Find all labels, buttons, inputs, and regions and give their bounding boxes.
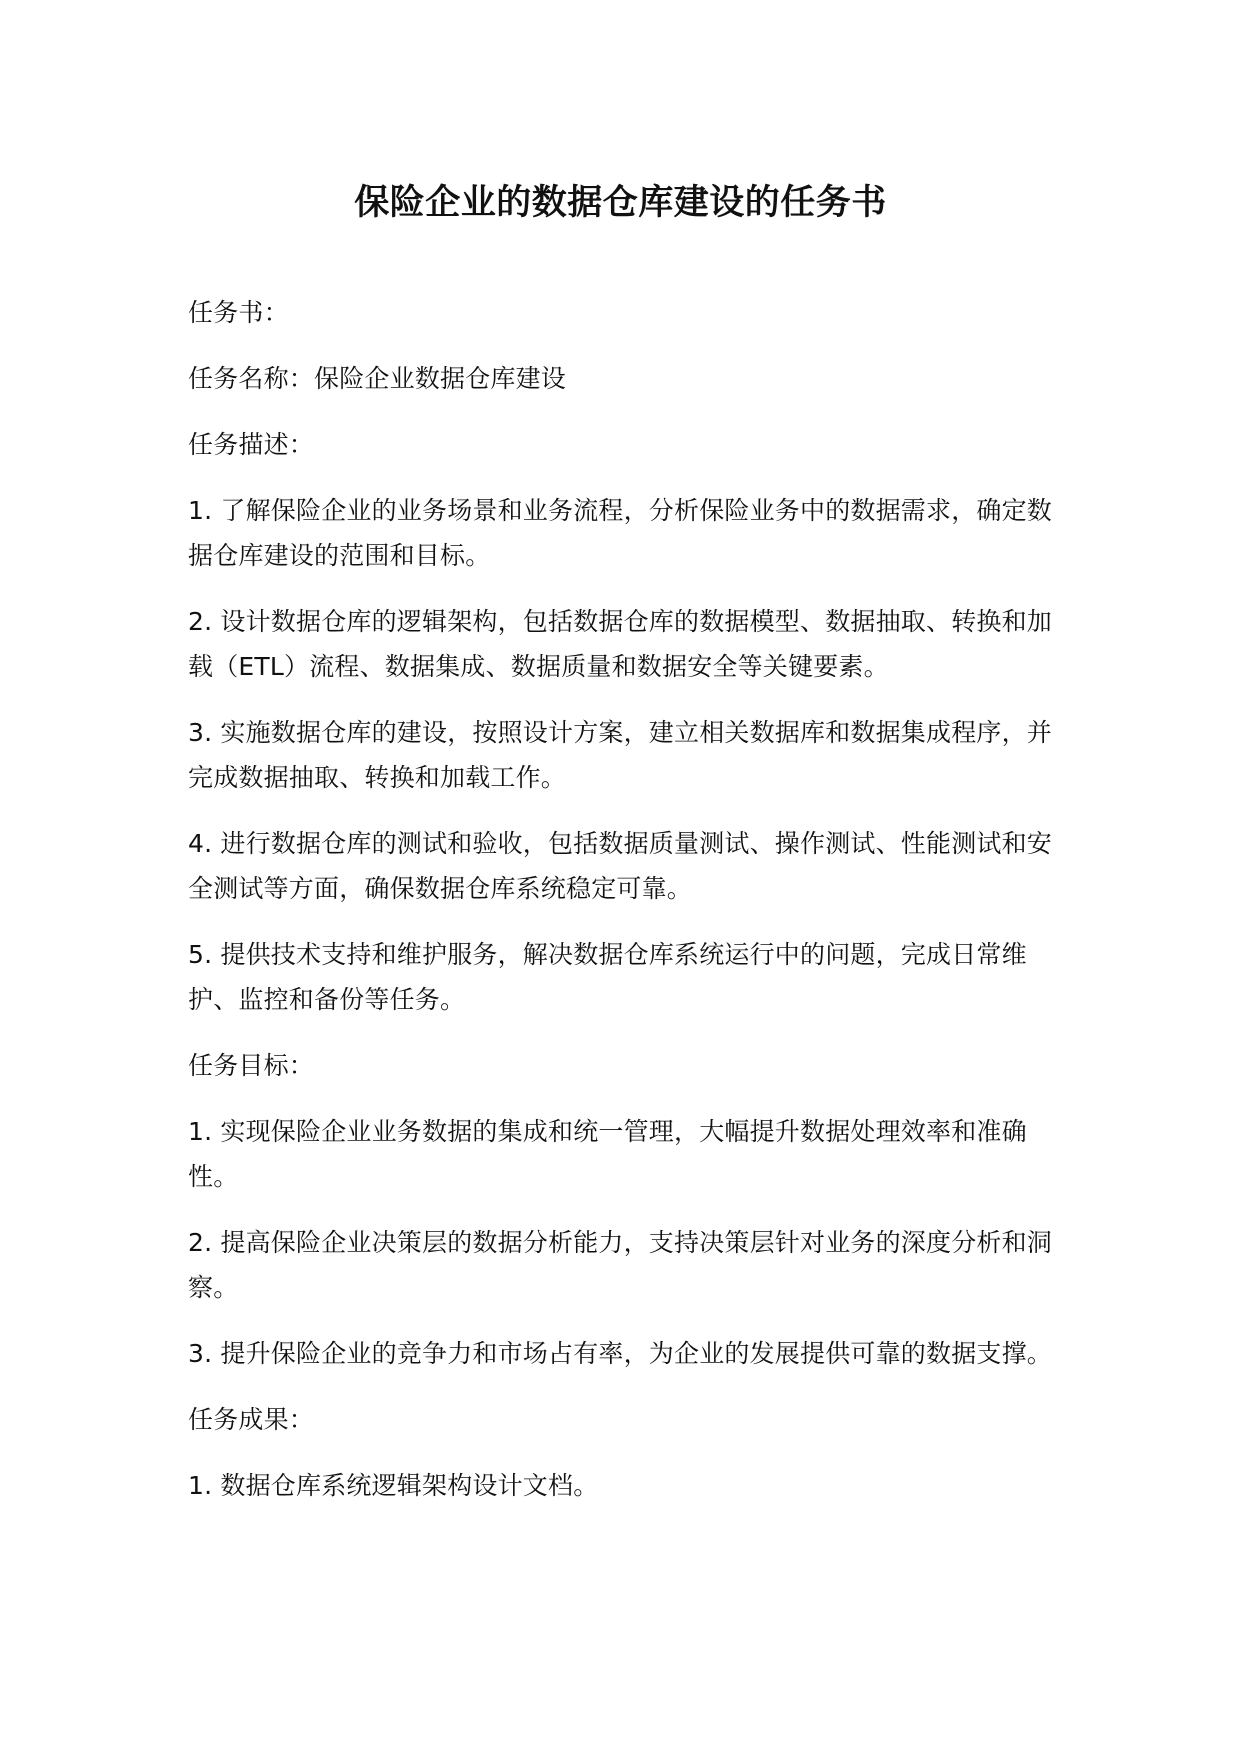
description-item-3: 3. 实施数据仓库的建设，按照设计方案，建立相关数据库和数据集成程序，并完成数据抽取、转换和加载工作。 <box>188 718 1053 792</box>
section-heading-task-results: 任务成果： <box>188 1405 315 1434</box>
description-item-1: 1. 了解保险企业的业务场景和业务流程，分析保险业务中的数据需求，确定数据仓库建设的范围和目标。 <box>188 496 1053 570</box>
section-heading-task-goals: 任务目标： <box>188 1051 315 1080</box>
task-name-line: 任务名称：保险企业数据仓库建设 <box>188 364 567 393</box>
document-title: 保险企业的数据仓库建设的任务书 <box>354 183 887 223</box>
description-item-5: 5. 提供技术支持和维护服务，解决数据仓库系统运行中的问题，完成日常维护、监控和备份等任务。 <box>188 940 1027 1014</box>
description-item-2: 2. 设计数据仓库的逻辑架构，包括数据仓库的数据模型、数据抽取、转换和加载（ETL）流程、数据集成、数据质量和数据安全等关键要素。 <box>188 607 1053 681</box>
section-heading-task-book: 任务书： <box>188 298 289 327</box>
description-item-4: 4. 进行数据仓库的测试和验收，包括数据质量测试、操作测试、性能测试和安全测试等方面，确保数据仓库系统稳定可靠。 <box>188 829 1053 903</box>
goal-item-3: 3. 提升保险企业的竞争力和市场占有率，为企业的发展提供可靠的数据支撑。 <box>188 1339 1053 1368</box>
goal-item-2: 2. 提高保险企业决策层的数据分析能力，支持决策层针对业务的深度分析和洞察。 <box>188 1228 1053 1302</box>
result-item-1: 1. 数据仓库系统逻辑架构设计文档。 <box>188 1471 599 1500</box>
document-body <box>188 290 1054 1529</box>
section-heading-task-description: 任务描述： <box>188 430 315 459</box>
goal-item-1: 1. 实现保险企业业务数据的集成和统一管理，大幅提升数据处理效率和准确性。 <box>188 1117 1027 1191</box>
